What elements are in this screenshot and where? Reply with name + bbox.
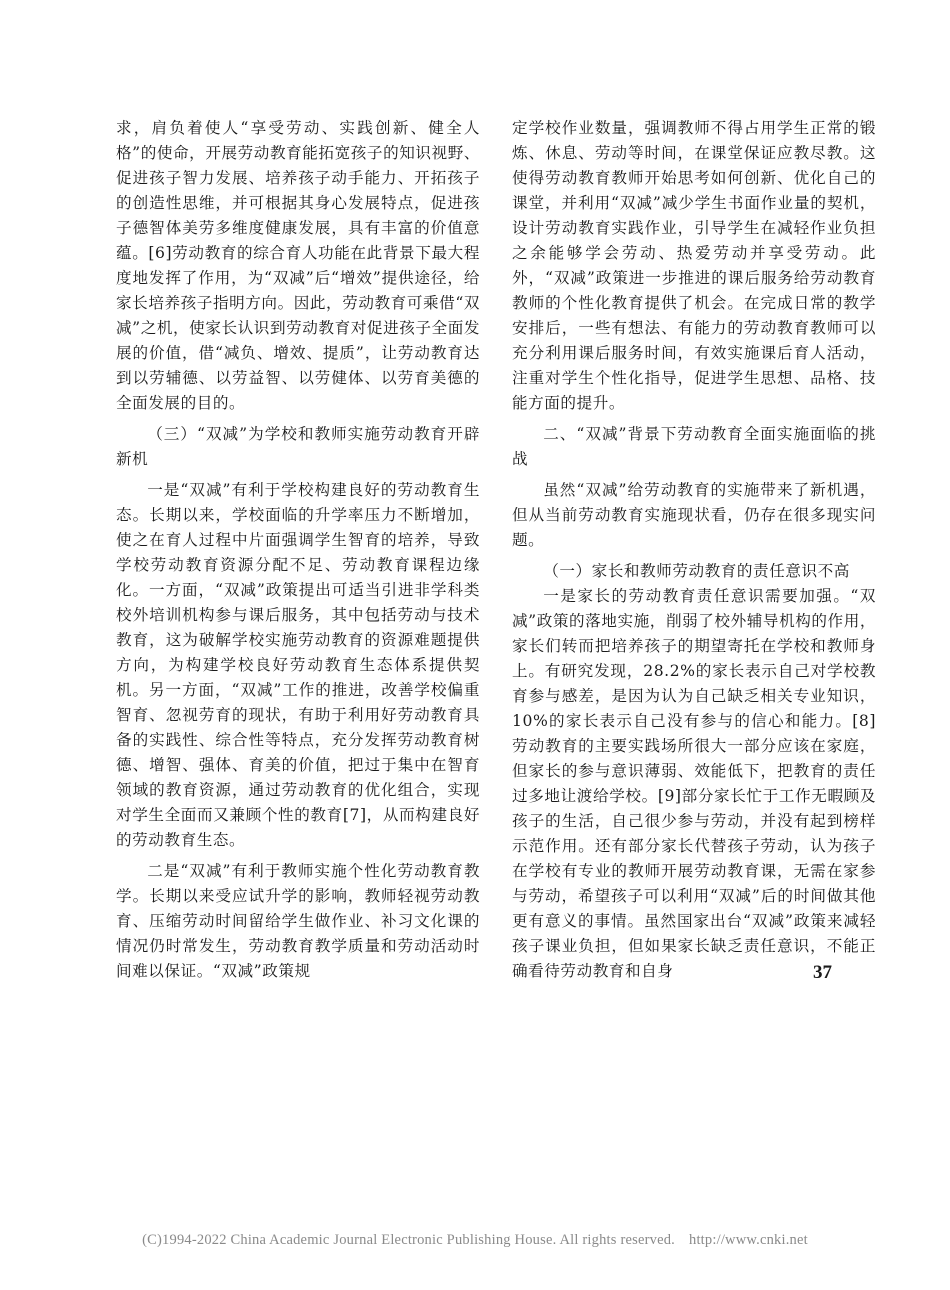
- section-heading: （一）家长和教师劳动教育的责任意识不高: [543, 562, 850, 580]
- copyright-text: (C)1994-2022 China Academic Journal Electronic Publishing House. All rights reserved.: [142, 1232, 675, 1248]
- paragraph: 定学校作业数量，强调教师不得占用学生正常的锻炼、休息、劳动等时间，在课堂保证应教尽教。这使得劳动教育教师开始思考如何创新、优化自己的课堂，并利用“双减”减少学生书面作业量的契机，设计劳动教育实践作业，引导学生在减轻作业负担之余能够学会劳动、热爱劳动并享受劳动。此外，“双减”政策进一步推进的课后服务给劳动教育教师的个性化教育提供了机会。在完成日常的教学安排后，一些有想法、有能力的劳动教育教师可以充分利用课后服务时间，有效实施课后育人活动，注重对学生个性化指导，促进学生思想、品格、技能方面的提升。: [512, 119, 876, 412]
- paragraph: 虽然“双减”给劳动教育的实施带来了新机遇，但从当前劳动教育实施现状看，仍存在很多现实问题。: [512, 481, 876, 549]
- copyright-footer: [0, 1232, 950, 1249]
- paragraph: 一是“双减”有利于学校构建良好的劳动教育生态。长期以来，学校面临的升学率压力不断增加，使之在育人过程中片面强调学生智育的培养，导致学校劳动教育资源分配不足、劳动教育课程边缘化。一方面，“双减”政策提出可适当引进非学科类校外培训机构参与课后服务，其中包括劳动与技术教育，这为破解学校实施劳动教育的资源难题提供方向，为构建学校良好劳动教育生态体系提供契机。另一方面，“双减”工作的推进，改善学校偏重智育、忽视劳育的现状，有助于利用好劳动教育具备的实践性、综合性等特点，充分发挥劳动教育树德、增智、强体、育美的价值，把过于集中在智育领域的教育资源，通过劳动教育的优化组合，实现对学生全面而又兼顾个性的教育[7]，从而构建良好的劳动教育生态。: [116, 481, 480, 849]
- paragraph: 一是家长的劳动教育责任意识需要加强。“双减”政策的落地实施，削弱了校外辅导机构的作用，家长们转而把培养孩子的期望寄托在学校和教师身上。有研究发现，28.2%的家长表示自己对学校教育参与感差，是因为认为自己缺乏相关专业知识，10%的家长表示自己没有参与的信心和能力。[8]劳动教育的主要实践场所很大一部分应该在家庭，但家长的参与意识薄弱、效能低下，把教育的责任过多地让渡给学校。[9]部分家长忙于工作无暇顾及孩子的生活，自己很少参与劳动，并没有起到榜样示范作用。还有部分家长代替孩子劳动，认为孩子在学校有专业的教师开展劳动教育课，无需在家参与劳动，希望孩子可以利用“双减”后的时间做其他更有意义的事情。虽然国家出台“双减”政策来减轻孩子课业负担，但如果家长缺乏责任意识，不能正确看待劳动教育和自身: [512, 587, 876, 980]
- section-heading: （三）“双减”为学校和教师实施劳动教育开辟新机: [116, 425, 480, 468]
- section-heading: 二、“双减”背景下劳动教育全面实施面临的挑战: [512, 425, 876, 468]
- page-number: 37: [813, 962, 832, 983]
- cnki-url: http://www.cnki.net: [689, 1232, 808, 1248]
- paragraph: 求，肩负着使人“享受劳动、实践创新、健全人格”的使命，开展劳动教育能拓宽孩子的知识视野、促进孩子智力发展、培养孩子动手能力、开拓孩子的创造性思维，并可根据其身心发展特点，促进孩子德智体美劳多维度健康发展，具有丰富的价值意蕴。[6]劳动教育的综合育人功能在此背景下最大程度地发挥了作用，为“双减”后“增效”提供途径，给家长培养孩子指明方向。因此，劳动教育可乘借“双减”之机，使家长认识到劳动教育对促进孩子全面发展的价值，借“减负、增效、提质”，让劳动教育达到以劳辅德、以劳益智、以劳健体、以劳育美德的全面发展的目的。: [116, 119, 480, 412]
- paragraph: 二是“双减”有利于教师实施个性化劳动教育教学。长期以来受应试升学的影响，教师轻视劳动教育、压缩劳动时间留给学生做作业、补习文化课的情况仍时常发生，劳动教育教学质量和劳动活动时间难以保证。“双减”政策规: [116, 862, 480, 980]
- right-column: [512, 116, 876, 984]
- left-column: [116, 116, 480, 984]
